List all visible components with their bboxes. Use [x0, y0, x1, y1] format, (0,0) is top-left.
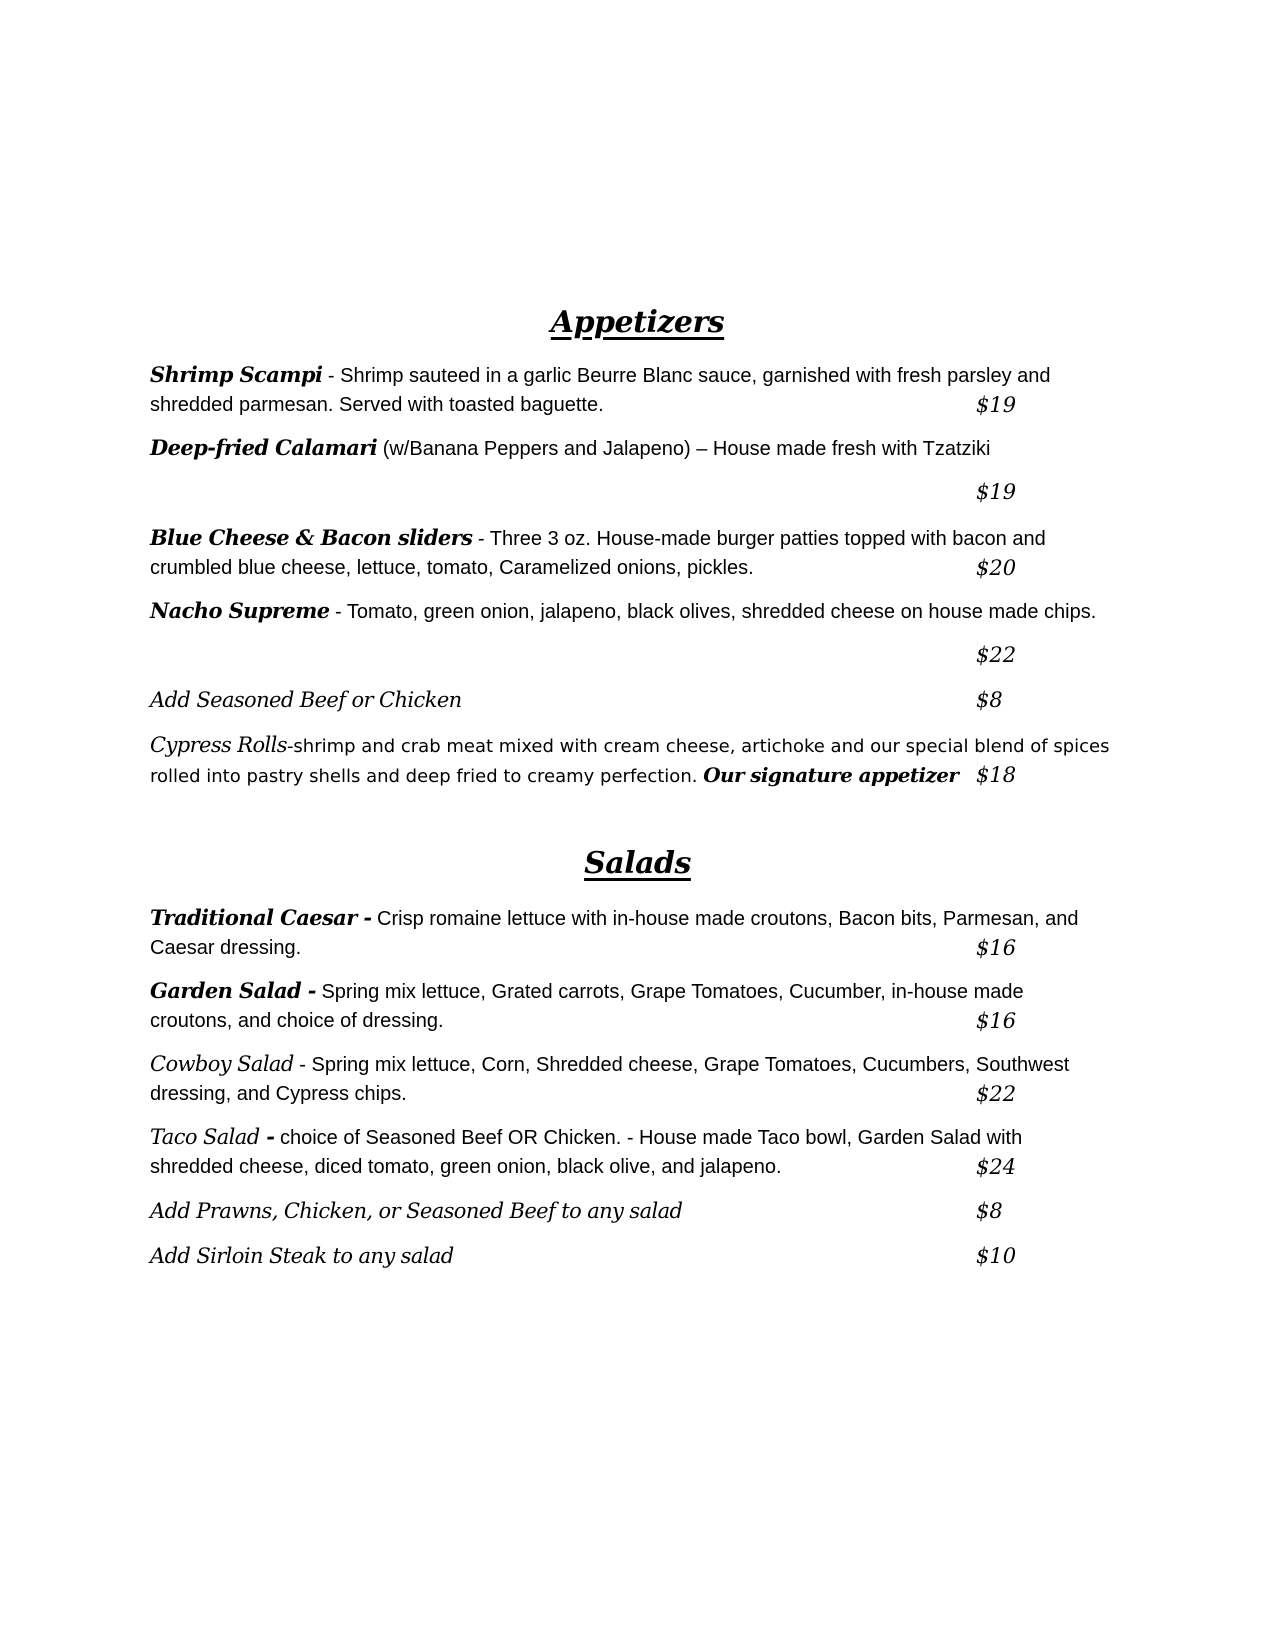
menu-item-sliders [150, 523, 1110, 583]
item-price: $24 [976, 1155, 1017, 1179]
item-name-dash: - [259, 1124, 275, 1149]
item-description: - Shrimp sauteed in a garlic Beurre Blanc sauce, garnished with fresh parsley and [322, 365, 1051, 387]
item-price: $10 [976, 1244, 1017, 1268]
add-on-label: Add Prawns, Chicken, or Seasoned Beef to any salad [150, 1199, 683, 1223]
item-price: $22 [976, 1082, 1017, 1106]
item-description: dressing, and Cypress chips. [150, 1083, 407, 1105]
item-name: Traditional Caesar - [150, 905, 372, 930]
item-name: Cowboy Salad [150, 1052, 294, 1076]
item-price: $19 [976, 480, 1017, 504]
signature-note: Our signature appetizer [703, 763, 959, 787]
item-price: $22 [976, 643, 1017, 667]
item-description: - Three 3 oz. House-made burger patties topped with bacon and [472, 528, 1046, 550]
item-price: $16 [976, 936, 1017, 960]
menu-item-cypress-rolls [150, 730, 1110, 790]
item-name: Taco Salad [150, 1125, 260, 1149]
item-price: $16 [976, 1009, 1017, 1033]
item-description: - Spring mix lettuce, Corn, Shredded cheese, Grape Tomatoes, Cucumbers, Southwest [293, 1054, 1070, 1076]
item-price: $20 [976, 556, 1017, 580]
menu-item-calamari [150, 433, 1110, 463]
item-description: shredded cheese, diced tomato, green onion, black olive, and jalapeno. [150, 1156, 782, 1178]
add-on-beef-chicken [150, 685, 1110, 715]
item-description: choice of Seasoned Beef OR Chicken. - House made Taco bowl, Garden Salad with [274, 1127, 1023, 1149]
item-description: Crisp romaine lettuce with in-house made croutons, Bacon bits, Parmesan, and [371, 908, 1079, 930]
item-description: Caesar dressing. [150, 937, 302, 959]
item-name: Blue Cheese & Bacon sliders [150, 525, 473, 550]
menu-item-shrimp-scampi [150, 360, 1110, 420]
menu-item-nacho-supreme [150, 596, 1110, 626]
menu-item-cowboy-salad [150, 1049, 1110, 1109]
item-name: Garden Salad - [150, 978, 316, 1003]
item-description: rolled into pastry shells and deep fried to creamy perfection. [150, 766, 704, 787]
item-price: $19 [976, 393, 1017, 417]
add-on-label: Add Seasoned Beef or Chicken [150, 688, 462, 712]
item-description: crumbled blue cheese, lettuce, tomato, Caramelized onions, pickles. [150, 557, 754, 579]
item-name: Deep-fried Calamari [150, 435, 378, 460]
item-description: shredded parmesan. Served with toasted baguette. [150, 394, 604, 416]
item-price: $8 [976, 688, 1003, 712]
appetizers-heading: Appetizers [550, 305, 725, 340]
item-description: -shrimp and crab meat mixed with cream cheese, artichoke and our special blend of spices [286, 736, 1110, 757]
menu-item-garden-salad [150, 976, 1110, 1036]
item-price: $8 [976, 1199, 1003, 1223]
menu-item-taco-salad [150, 1122, 1110, 1182]
item-description: (w/Banana Peppers and Jalapeno) – House made fresh with Tzatziki [377, 438, 991, 460]
add-on-label: Add Sirloin Steak to any salad [150, 1244, 454, 1268]
add-on-salad-protein [150, 1196, 1110, 1226]
item-name: Shrimp Scampi [150, 362, 323, 387]
item-description: croutons, and choice of dressing. [150, 1010, 444, 1032]
menu-item-nacho-price-line [150, 640, 1110, 670]
add-on-sirloin-steak [150, 1241, 1110, 1271]
item-name: Nacho Supreme [150, 598, 330, 623]
item-price: $18 [976, 763, 1017, 787]
salads-heading: Salads [584, 846, 691, 881]
item-description: Spring mix lettuce, Grated carrots, Grape Tomatoes, Cucumber, in-house made [315, 981, 1024, 1003]
menu-item-traditional-caesar [150, 903, 1110, 963]
item-name: Cypress Rolls [150, 733, 287, 757]
item-description: - Tomato, green onion, jalapeno, black olives, shredded cheese on house made chips. [329, 601, 1097, 623]
menu-item-calamari-price-line [150, 477, 1110, 507]
